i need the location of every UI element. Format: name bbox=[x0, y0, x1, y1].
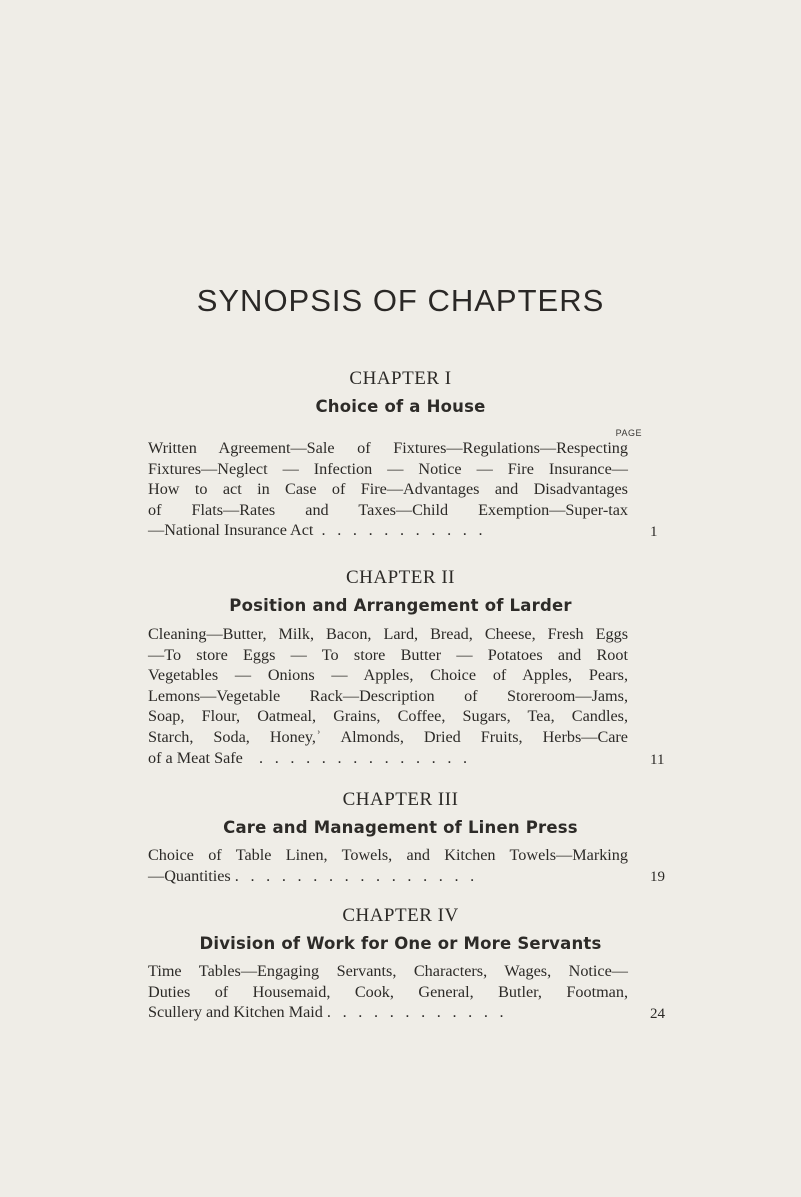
chapter-title: Division of Work for One or More Servants bbox=[199, 934, 602, 953]
synopsis-line: Cleaning—Butter, Milk, Bacon, Lard, Bread, Cheese, Fresh Eggs bbox=[148, 625, 628, 643]
synopsis-line: Choice of Table Linen, Towels, and Kitchen Towels—Marking bbox=[148, 846, 628, 864]
chapter-2 bbox=[0, 567, 801, 615]
chapter-heading: CHAPTER III bbox=[342, 789, 459, 810]
chapter-1 bbox=[0, 368, 801, 416]
chapter-heading: CHAPTER IV bbox=[342, 905, 459, 926]
page-number: 11 bbox=[650, 752, 665, 768]
leader-dots: . . . . . . . . . . . . . . . . bbox=[234, 866, 479, 885]
synopsis-line: Duties of Housemaid, Cook, General, Butler, Footman, bbox=[148, 982, 628, 1001]
page-title: SYNOPSIS OF CHAPTERS bbox=[196, 283, 605, 318]
synopsis-line: Lemons—Vegetable Rack—Description of Storeroom—Jams, bbox=[148, 686, 628, 705]
synopsis-line: of a Meat Safe bbox=[148, 748, 243, 767]
chapter-heading: CHAPTER I bbox=[349, 368, 452, 389]
synopsis-line: —Quantities bbox=[148, 866, 231, 885]
chapter-synopsis bbox=[148, 845, 628, 886]
page-column-label: PAGE bbox=[615, 428, 642, 438]
synopsis-line: Written Agreement—Sale of Fixtures—Regulations—Respecting bbox=[148, 439, 628, 457]
leader-dots: . . . . . . . . . . . bbox=[321, 521, 487, 540]
synopsis-last-line bbox=[148, 1002, 628, 1023]
chapter-synopsis bbox=[148, 961, 628, 1023]
synopsis-line: Time Tables—Engaging Servants, Characters, Wages, Notice— bbox=[148, 962, 628, 980]
synopsis-line: of Flats—Rates and Taxes—Child Exemption—Super-tax bbox=[148, 500, 628, 519]
synopsis-line: —To store Eggs — To store Butter — Potatoes and Root bbox=[148, 645, 628, 664]
chapter-title: Choice of a House bbox=[315, 397, 486, 416]
leader-dots: . . . . . . . . . . . . bbox=[326, 1003, 508, 1022]
leader-dots: . . . . . . . . . . . . . . bbox=[259, 748, 471, 767]
chapter-synopsis bbox=[148, 438, 628, 541]
synopsis-last-line bbox=[148, 866, 628, 887]
synopsis-line: Starch, Soda, Honey,ʾ Almonds, Dried Fruits, Herbs—Care bbox=[148, 727, 628, 746]
chapter-title: Care and Management of Linen Press bbox=[223, 818, 578, 837]
synopsis-line: How to act in Case of Fire—Advantages and Disadvantages bbox=[148, 480, 628, 499]
synopsis-last-line bbox=[148, 520, 628, 541]
chapter-4 bbox=[0, 905, 801, 953]
chapter-heading: CHAPTER II bbox=[346, 567, 455, 588]
chapter-3 bbox=[0, 789, 801, 837]
chapter-title: Position and Arrangement of Larder bbox=[229, 596, 572, 615]
synopsis-line: Vegetables — Onions — Apples, Choice of Apples, Pears, bbox=[148, 666, 628, 685]
synopsis-line: Soap, Flour, Oatmeal, Grains, Coffee, Sugars, Tea, Candles, bbox=[148, 707, 628, 726]
chapter-synopsis bbox=[148, 624, 628, 768]
page-number: 1 bbox=[650, 524, 658, 540]
synopsis-line: Fixtures—Neglect — Infection — Notice — Fire Insurance— bbox=[148, 459, 628, 478]
synopsis-line: Scullery and Kitchen Maid bbox=[148, 1003, 323, 1022]
synopsis-line: —National Insurance Act bbox=[148, 521, 314, 540]
page-number: 19 bbox=[650, 869, 665, 885]
page-number: 24 bbox=[650, 1006, 665, 1022]
synopsis-last-line bbox=[148, 748, 628, 769]
